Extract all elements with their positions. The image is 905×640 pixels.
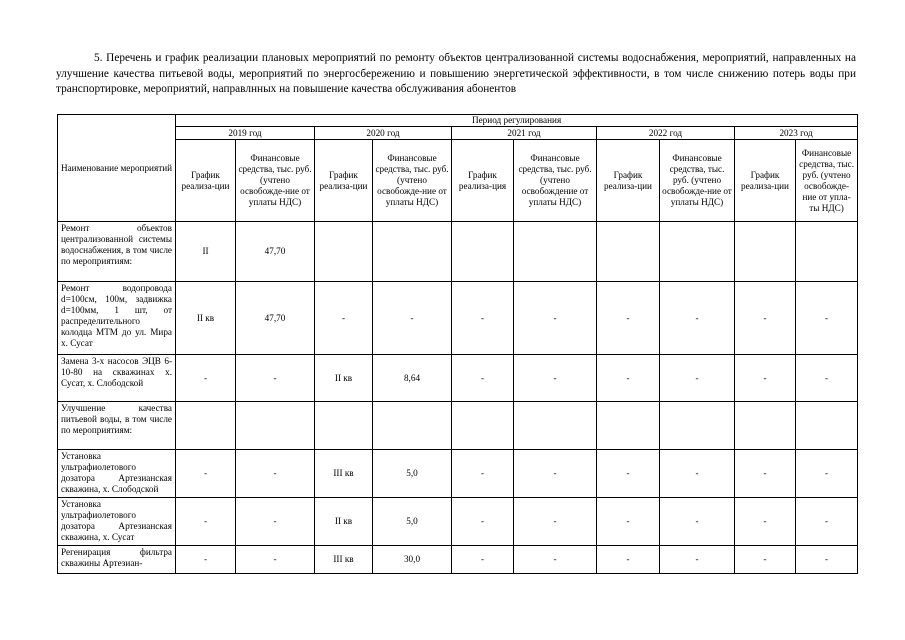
table-cell [315,402,373,450]
table-cell: - [796,355,858,402]
table-cell [315,222,373,282]
table-row [58,355,858,402]
table-cell: - [176,355,236,402]
table-cell [176,402,236,450]
table-cell: II [176,222,236,282]
table-cell: - [735,546,796,574]
table-cell: - [735,355,796,402]
table-cell [452,222,514,282]
year-header: 2023 год [735,127,858,140]
table-cell: - [660,498,735,546]
table-cell: - [452,498,514,546]
table-cell [660,402,735,450]
row-name: Ремонт объектов централизованной системы водоснабжения, в том числе по мероприятиям: [58,222,176,282]
table-cell: - [452,450,514,498]
section-heading-text: 5. Перечень и график реализации плановых мероприятий по ремонту объектов централизованной системы водоснабжения, мероприятий, направленных на улучшение качества питьевой воды, мероприятий по энергосбережению и повышению энергетической эффективности, в том числе снижению потерь воды при транспортировке, мероприятий, направлнных на повышение качества обслуживания абонентов [56,52,856,95]
table-cell: - [176,450,236,498]
table-cell: - [514,355,597,402]
table-cell: II кв [315,498,373,546]
table-cell: - [514,450,597,498]
row-name: Регенирация фильтра скважины Артезиан- [58,546,176,574]
table-cell [796,222,858,282]
table-cell: - [660,546,735,574]
table-cell: - [236,450,315,498]
finance-header: Финансовые средства, тыс. руб. (учтено освобождение от уплаты НДС) [514,140,597,222]
table-cell: - [452,546,514,574]
table-cell [373,402,452,450]
row-name: Установка ультрафиолетового дозатора Артезианская скважина, х. Сусат [58,498,176,546]
table-cell: - [514,546,597,574]
table-cell [660,222,735,282]
table-row [58,450,858,498]
table-cell: - [660,282,735,355]
table-row [58,402,858,450]
table-cell [452,402,514,450]
table-cell: - [660,450,735,498]
table-cell: - [373,282,452,355]
year-header: 2019 год [176,127,315,140]
table-cell: - [452,282,514,355]
table-cell: 47,70 [236,282,315,355]
table-cell: - [597,450,660,498]
table-row [58,498,858,546]
row-name: Улучшение качества питьевой воды, в том числе по мероприятиям: [58,402,176,450]
table-cell: II кв [315,355,373,402]
table-cell: 5,0 [373,450,452,498]
table-cell: 30,0 [373,546,452,574]
period-header: Период регулирования [176,115,858,127]
table-cell: III кв [315,450,373,498]
table-cell [597,222,660,282]
table-cell: - [597,498,660,546]
table-cell: - [236,355,315,402]
row-name: Замена 3-х насосов ЭЦВ 6-10-80 на скважинах х. Сусат, х. Слободской [58,355,176,402]
table-row [58,282,858,355]
schedule-header: График реализа-ции [597,140,660,222]
table-cell: - [315,282,373,355]
table-cell: - [236,546,315,574]
year-header: 2021 год [452,127,597,140]
finance-header: Финансовые средства, тыс. руб. (учтено освобожде-ние от уплаты НДС) [373,140,452,222]
table-cell: - [452,355,514,402]
table-cell: - [176,498,236,546]
table-cell: - [796,498,858,546]
section-heading [56,51,856,98]
table-cell: - [735,450,796,498]
table-cell: III кв [315,546,373,574]
table-cell [514,402,597,450]
table-cell [514,222,597,282]
table-row [58,222,858,282]
name-column-header: Наименование мероприятий [58,115,176,222]
plan-table [57,114,858,574]
finance-header: Финансовые средства, тыс. руб. (учтено освобожде-ние от уплаты НДС) [660,140,735,222]
table-cell [236,402,315,450]
schedule-header: График реализа-ции [315,140,373,222]
table-cell: - [236,498,315,546]
schedule-header: График реализа-ции [176,140,236,222]
table-cell [735,402,796,450]
table-cell: - [735,282,796,355]
finance-header: Финансовые средства, тыс. руб. (учтено освобожде-ние от упла-ты НДС) [796,140,858,222]
table-cell [735,222,796,282]
table-cell [597,402,660,450]
table-cell: - [735,498,796,546]
year-header: 2020 год [315,127,452,140]
table-cell: 47,70 [236,222,315,282]
table-row [58,546,858,574]
table-cell: - [597,355,660,402]
row-name: Ремонт водопровода d=100см, 100м, задвижка d=100мм, 1 шт, от распределительного колодца МТМ до ул. Мира х. Сусат [58,282,176,355]
table-cell: - [597,546,660,574]
finance-header: Финансовые средства, тыс. руб. (учтено освобожде-ние от уплаты НДС) [236,140,315,222]
table-cell: 8,64 [373,355,452,402]
schedule-header: График реализа-ция [452,140,514,222]
table-cell: - [514,498,597,546]
table-cell [373,222,452,282]
table-cell: - [796,450,858,498]
table-cell: - [176,546,236,574]
row-name: Установка ультрафиолетового дозатора Артезианская скважина, х. Слободской [58,450,176,498]
year-header: 2022 год [597,127,735,140]
table-cell: - [660,355,735,402]
table-cell [796,402,858,450]
table-cell: - [597,282,660,355]
table-cell: - [514,282,597,355]
table-cell: - [796,282,858,355]
table-cell: 5,0 [373,498,452,546]
table-cell: II кв [176,282,236,355]
schedule-header: График реализа-ции [735,140,796,222]
table-cell: - [796,546,858,574]
